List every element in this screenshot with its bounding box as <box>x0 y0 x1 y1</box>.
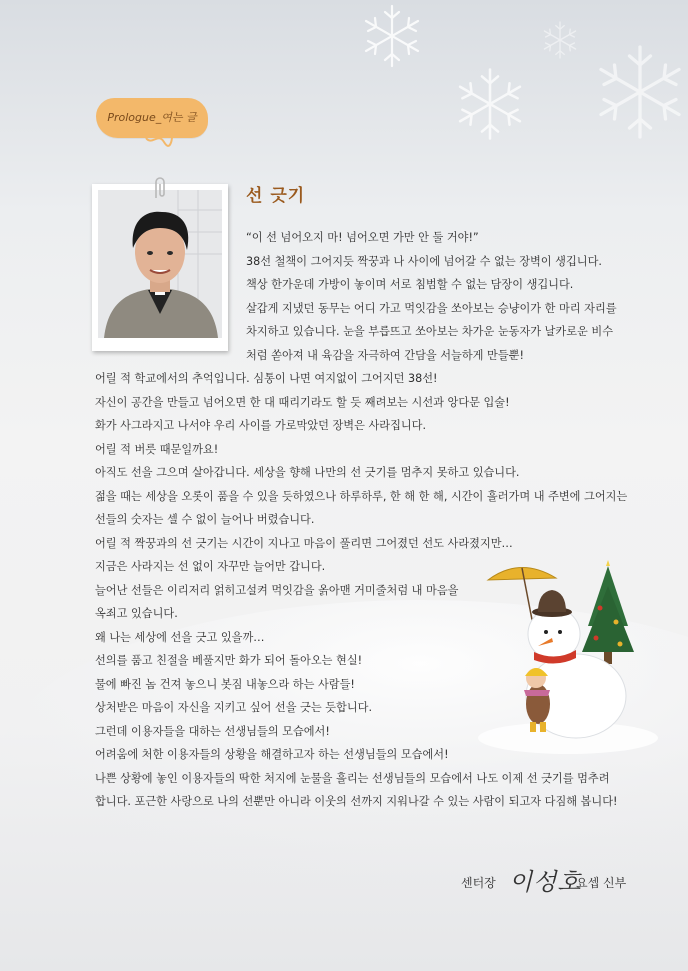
body-line: 자신이 공간을 만들고 넘어오면 한 대 때리기라도 할 듯 째려보는 시선과 앙다문 입술! <box>95 395 510 409</box>
body-line: 책상 한가운데 가방이 놓이며 서로 침범할 수 없는 담장이 생깁니다. <box>246 278 574 291</box>
body-line: 합니다. 포근한 사랑으로 나의 선뿐만 아니라 이웃의 선까지 지워나갈 수 있는 사람이 되고자 다짐해 봅니다! <box>95 795 618 808</box>
body-line: 선의를 품고 친절을 베풀지만 화가 되어 돌아오는 현실! <box>95 654 363 667</box>
body-line: 어려움에 처한 이용자들의 상황을 해결하고자 하는 선생님들의 모습에서! <box>95 748 449 761</box>
body-line: 왜 나는 세상에 선을 긋고 있을까… <box>95 630 265 644</box>
body-line: 아직도 선을 그으며 살아갑니다. 세상을 향해 나만의 선 긋기를 멈추지 못하고 있습니다. <box>95 466 520 479</box>
signature-title: 요셉 신부 <box>576 876 627 890</box>
snowflake-icon <box>460 70 520 139</box>
snowman-illustration <box>478 556 658 756</box>
body-line: 나쁜 상황에 놓인 이용자들의 딱한 처지에 눈물을 흘리는 선생님들의 모습에서 나도 이제 선 긋기를 멈추려 <box>95 771 610 785</box>
paperclip-icon <box>150 176 170 200</box>
body-line: 젊을 때는 세상을 오롯이 품을 수 있을 듯하였으나 하루하루, 한 해 한 해, 시간이 흘러가며 내 주변에 그어지는 <box>95 489 628 503</box>
body-line: 어릴 적 짝꿍과의 선 긋기는 시간이 지나고 마음이 풀리면 그어졌던 선도 사라졌지만… <box>95 536 513 550</box>
body-line: 어릴 적 학교에서의 추억입니다. 심통이 나면 여지없이 그어지던 38선! <box>95 372 438 385</box>
body-line: 지금은 사라지는 선 없이 자꾸만 늘어만 갑니다. <box>95 560 326 573</box>
body-line: 늘어난 선들은 이리저리 얽히고설켜 먹잇감을 옭아맨 거미줄처럼 내 마음을 <box>95 583 459 597</box>
page-title: 선 긋기 <box>246 186 306 206</box>
signature-name: 이성호 <box>509 868 582 896</box>
body-line: 차지하고 있습니다. 눈을 부릅뜨고 쏘아보는 차가운 눈동자가 날카로운 비수 <box>246 325 614 338</box>
snowflake-icon <box>601 47 679 137</box>
body-line: 살갑게 지냈던 동무는 어디 가고 먹잇감을 쏘아보는 승냥이가 한 마리 자리를 <box>246 301 617 315</box>
body-line: 선들의 숫자는 셀 수 없이 늘어나 버렸습니다. <box>95 513 315 526</box>
snowflake-icon <box>544 22 575 58</box>
squiggle-decoration <box>144 134 174 148</box>
body-line: 화가 사그라지고 나서야 우리 사이를 가로막았던 장벽은 사라집니다. <box>95 419 427 432</box>
signature-role: 센터장 <box>461 876 496 890</box>
body-line: 물에 빠진 놈 건져 놓으니 봇짐 내놓으라 하는 사람들! <box>95 677 355 691</box>
body-line: 38선 철책이 그어지듯 짝꿍과 나 사이에 넘어갈 수 없는 장벽이 생깁니다. <box>246 254 602 268</box>
body-line: 처럼 쏟아져 내 육감을 자극하여 간담을 서늘하게 만들뿐! <box>246 348 524 362</box>
body-line: 그런데 이용자들을 대하는 선생님들의 모습에서! <box>95 724 330 738</box>
snowflake-icon <box>366 6 418 66</box>
body-line: 상처받은 마음이 자신을 지키고 싶어 선을 긋는 듯합니다. <box>95 701 373 714</box>
prologue-badge <box>96 98 208 138</box>
body-line: 옥죄고 있습니다. <box>95 607 178 620</box>
body-line: 어릴 적 버릇 때문일까요! <box>95 442 219 456</box>
body-line: “이 선 넘어오지 마! 넘어오면 가만 안 둘 거야!” <box>246 231 479 244</box>
prologue-badge-label: Prologue_여는 글 <box>107 111 197 124</box>
